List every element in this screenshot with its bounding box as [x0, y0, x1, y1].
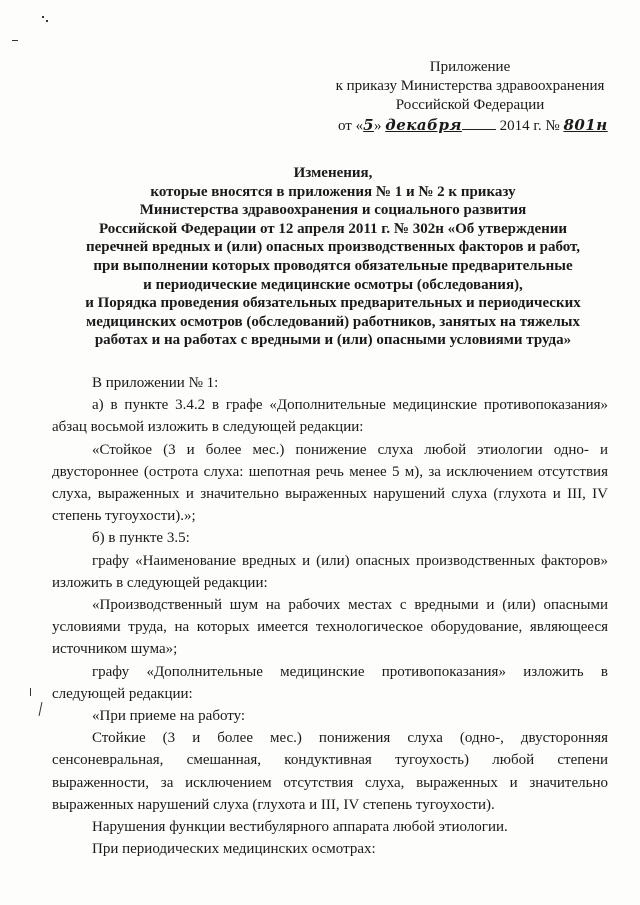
order-number: 801н [563, 116, 608, 134]
date-prefix: от « [338, 118, 364, 134]
body-paragraph: графу «Наименование вредных и (или) опасных производственных факторов» изложить в следующей редакции: [52, 552, 608, 591]
body-paragraph: При периодических медицинских осмотрах: [92, 841, 376, 858]
title-line: медицинских осмотров (обследований) работников, занятых на тяжелых [86, 313, 580, 330]
body-paragraph: а) в пункте 3.4.2 в графе «Дополнительные медицинские противопоказания» абзац восьмой изложить в следующей редакции: [52, 397, 608, 436]
scan-mark [12, 40, 18, 41]
title-line: при выполнении которых проводятся обязательные предварительные [93, 257, 573, 274]
title-line: работах и на работах с вредными и (или) опасными условиями труда» [94, 332, 572, 349]
body-paragraph: «При приеме на работу: [92, 708, 246, 725]
date-blank [462, 115, 496, 130]
body-paragraph: «Стойкое (3 и более мес.) понижение слуха любой этиологии одно- и двустороннее (острота слуха: шепотная речь менее 5 м), за исключением отсутствия слуха, выраженных и значительно выраженных нарушений слуха (глухота и III, IV степень тугоухости).»; [52, 441, 608, 525]
document-title [60, 164, 606, 350]
title-line: Изменения, [293, 165, 373, 181]
annex-order-ref: к приказу Министерства здравоохранения [335, 78, 605, 94]
body-paragraph: графу «Дополнительные медицинские противопоказания» изложить в следующей редакции: [52, 663, 608, 702]
annex-header [320, 58, 620, 136]
annex-country: Российской Федерации [395, 97, 545, 113]
scan-mark [39, 702, 43, 716]
body-paragraph: Нарушения функции вестибулярного аппарата любой этиологии. [92, 819, 508, 836]
annex-date-line [338, 115, 620, 136]
title-line: Российской Федерации от 12 апреля 2011 г. № 302н «Об утверждении [98, 220, 568, 237]
scan-mark [42, 16, 44, 18]
body-paragraph: Стойкие (3 и более мес.) понижения слуха (одно-, двусторонняя сенсоневральная, смешанная, кондуктивная тугоухость) любой степени выраженности, за исключением отсутствия слуха, выраженных и значительно выраженных нарушений слуха (глухота и III, IV степень тугоухости). [52, 730, 608, 813]
title-line: и периодические медицинские осмотры (обследования), [143, 276, 523, 293]
scan-mark [46, 20, 48, 22]
body-paragraph: «Производственный шум на рабочих местах с вредными и (или) опасными условиями труда, на которых имеется технологическое оборудование, являющееся источником шума»; [52, 597, 608, 658]
title-line: и Порядка проведения обязательных предварительных и периодических [85, 295, 581, 312]
date-mid: » [374, 118, 386, 134]
title-line: Министерства здравоохранения и социального развития [139, 202, 527, 219]
title-line: перечней вредных и (или) опасных производственных факторов и работ, [85, 239, 581, 256]
date-year: 2014 г. № [495, 118, 564, 134]
body-paragraph: б) в пункте 3.5: [92, 530, 190, 547]
title-line: которые вносятся в приложения № 1 и № 2 к приказу [150, 183, 516, 200]
date-day: 5 [363, 116, 375, 134]
body-paragraph: В приложении № 1: [92, 375, 219, 391]
scan-mark [30, 688, 31, 696]
annex-title: Приложение [429, 59, 511, 75]
date-month: декабря [385, 116, 462, 134]
document-body [52, 372, 608, 860]
